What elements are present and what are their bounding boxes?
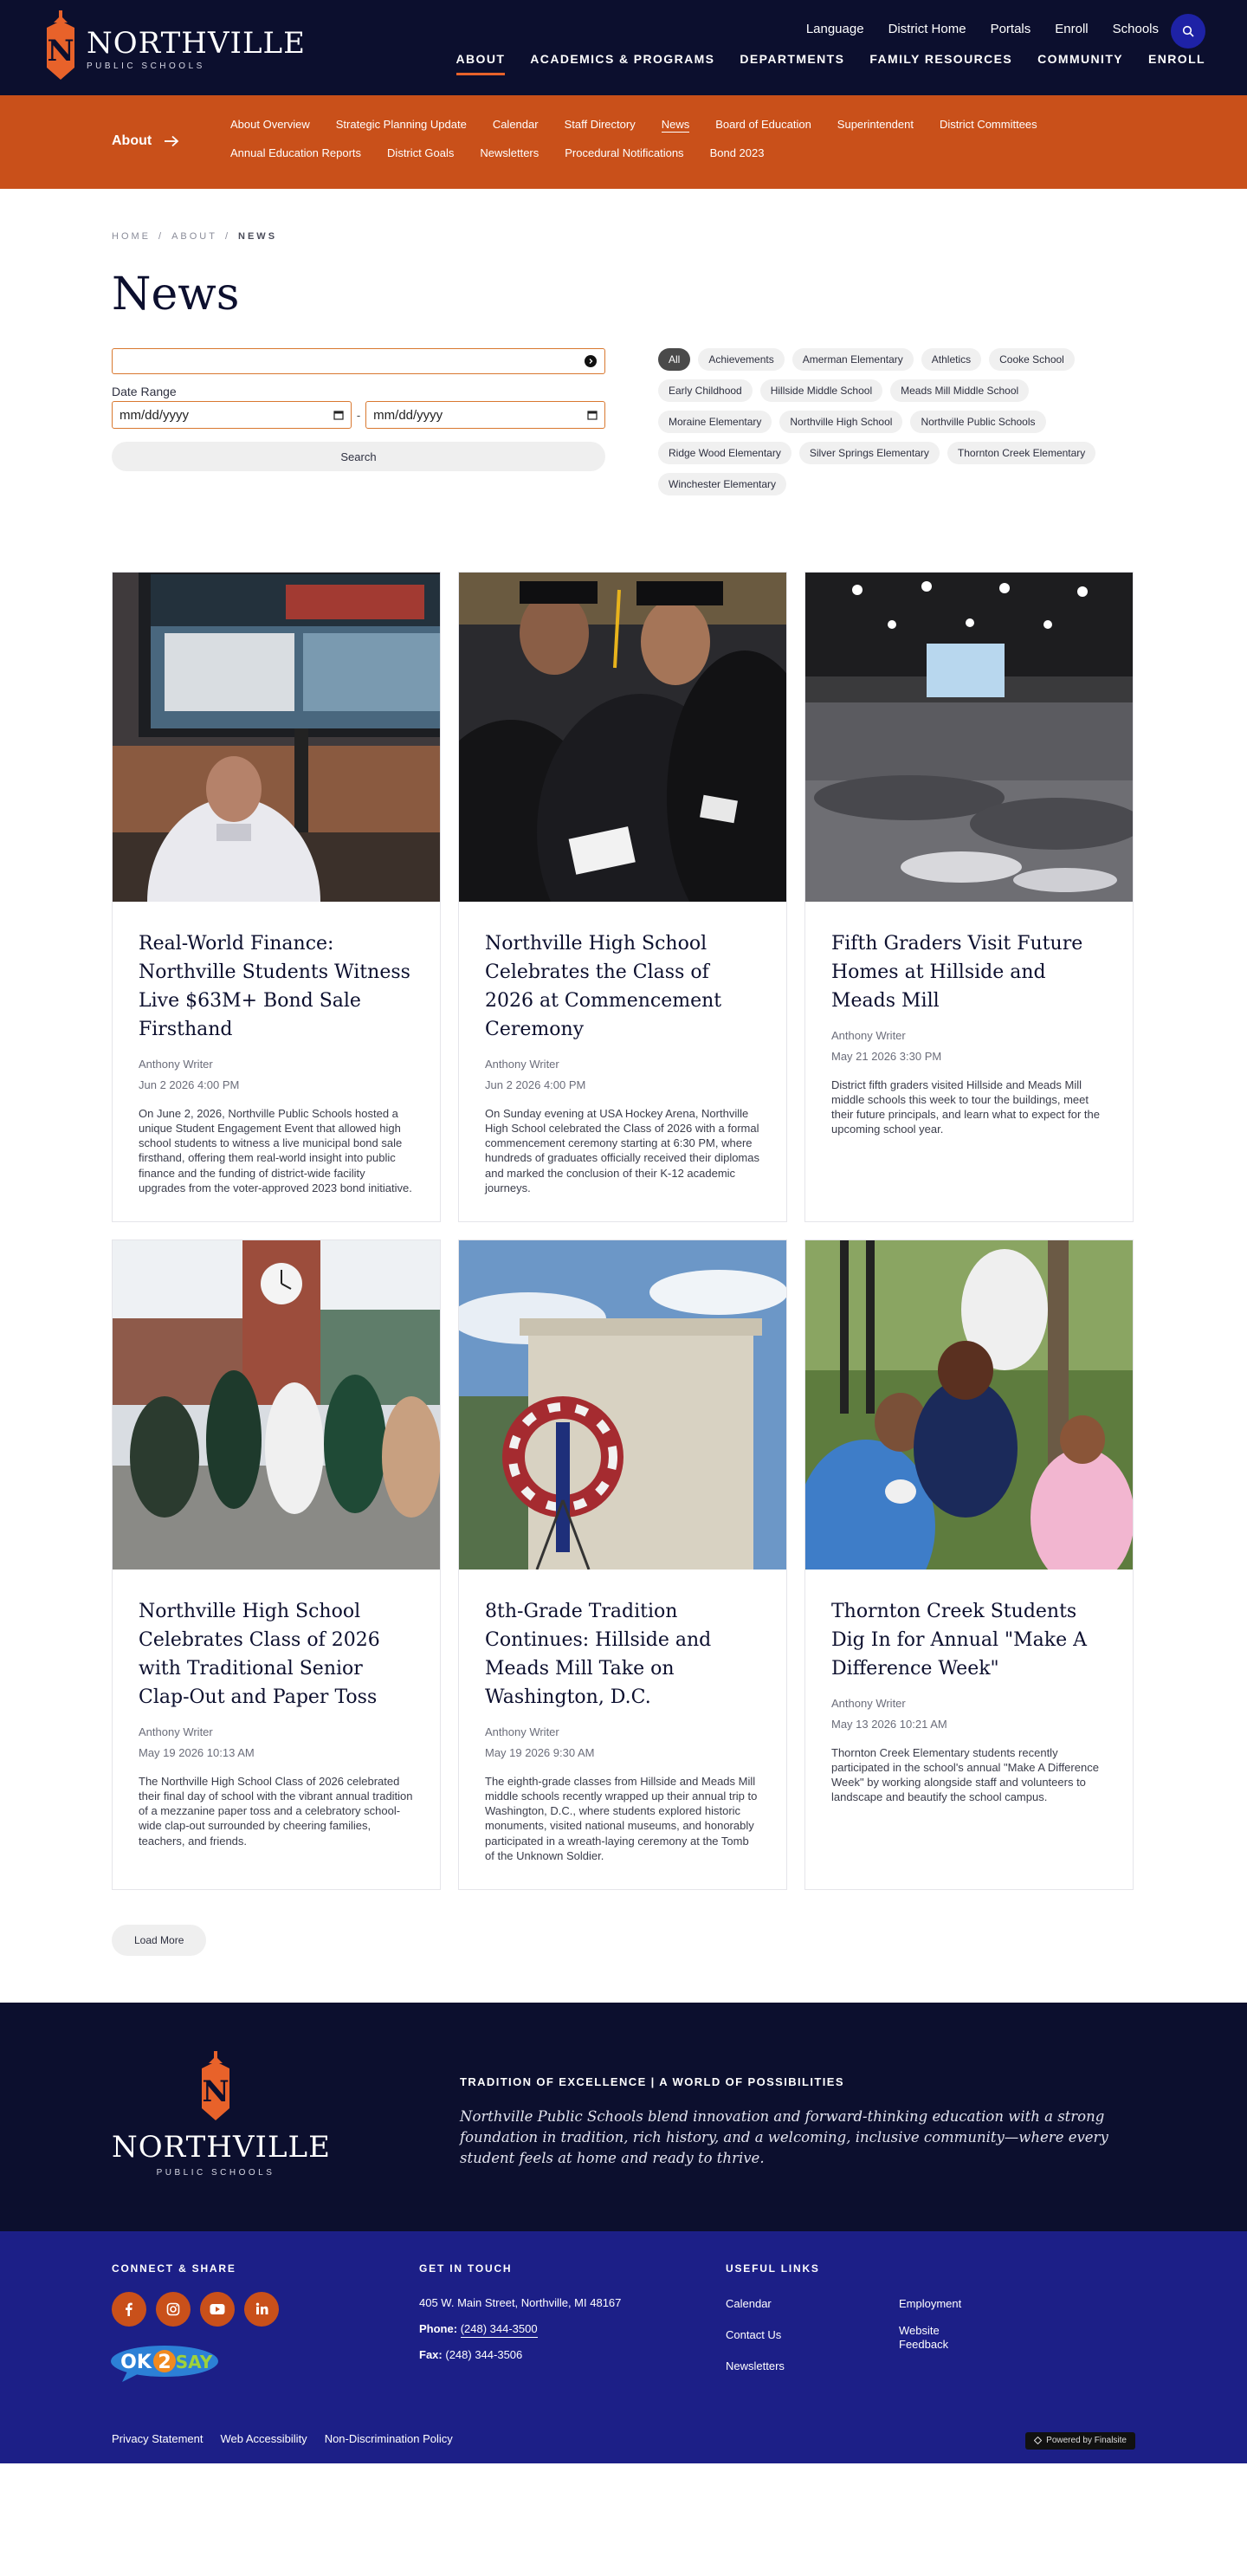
legal-link-web-accessibility[interactable]: Web Accessibility <box>220 2431 307 2445</box>
date-to-placeholder: mm/dd/yyyy <box>373 407 443 423</box>
youtube-icon <box>210 2303 225 2315</box>
useful-links-col-2 <box>899 2297 968 2366</box>
legal-link-privacy-statement[interactable]: Privacy Statement <box>112 2431 204 2445</box>
utility-link-district-home[interactable]: District Home <box>888 22 966 36</box>
news-card[interactable] <box>112 1239 441 1890</box>
social-links <box>112 2292 279 2327</box>
subnav-strategic-planning-update[interactable]: Strategic Planning Update <box>335 118 467 131</box>
footer-tagline: TRADITION OF EXCELLENCE | A WORLD OF POSSIBILITIES <box>460 2074 844 2088</box>
tag-moraine-elementary[interactable]: Moraine Elementary <box>658 411 772 433</box>
students-in-gymnasium-image <box>805 573 1133 902</box>
tag-amerman-elementary[interactable]: Amerman Elementary <box>792 348 914 371</box>
news-card-title[interactable]: Thornton Creek Students Dig In for Annual "Make A Difference Week" <box>831 1600 1088 1680</box>
news-card-image <box>113 573 440 902</box>
news-card-title[interactable]: Real-World Finance: Northville Students Witness Live $63M+ Bond Sale Firsthand <box>139 933 410 1040</box>
date-range-label: Date Range <box>112 385 177 398</box>
main-nav <box>456 52 1205 75</box>
powered-by-label: Powered by Finalsite <box>1046 2436 1127 2446</box>
utility-nav <box>806 22 1159 36</box>
arrow-right-icon <box>587 358 594 365</box>
news-card-excerpt: District fifth graders visited Hillside and Meads Mill middle schools this week to tour the buildings, meet their future principals, and learn what to expect for the upcoming school year. <box>831 1078 1101 1136</box>
northville-crest-icon <box>42 10 80 83</box>
subnav-superintendent[interactable]: Superintendent <box>837 118 914 131</box>
seniors-walking-past-clock-tower-image <box>113 1240 440 1570</box>
arrow-right-icon <box>164 135 179 147</box>
news-card-title[interactable]: 8th-Grade Tradition Continues: Hillside and Meads Mill Take on Washington, D.C. <box>485 1600 712 1708</box>
news-card-author: Anthony Writer <box>831 1029 906 1042</box>
keyword-submit-button[interactable] <box>585 355 597 367</box>
footer-mission: Northville Public Schools blend innovation and forward-thinking education with a strong foundation in tradition, rich history, and a welcoming, inclusive community—where every student feels at home and ready to thrive. <box>460 2107 1108 2166</box>
site-footer <box>0 2003 1247 2463</box>
date-from-placeholder: mm/dd/yyyy <box>120 407 190 423</box>
ok2say-logo-icon <box>110 2344 219 2384</box>
news-card-title[interactable]: Northville High School Celebrates the Class of 2026 at Commencement Ceremony <box>485 933 722 1040</box>
facebook-icon <box>122 2302 136 2316</box>
nav-enroll[interactable]: ENROLL <box>1148 52 1205 66</box>
calendar-icon[interactable] <box>333 410 344 420</box>
site-logo[interactable] <box>42 10 306 83</box>
news-card-body <box>113 1570 440 1874</box>
news-card[interactable] <box>804 572 1134 1222</box>
news-card-image <box>459 1240 786 1570</box>
nav-about[interactable]: ABOUT <box>456 52 506 75</box>
subnav-news[interactable]: News <box>661 118 690 131</box>
tag-silver-springs-elementary[interactable]: Silver Springs Elementary <box>799 442 940 464</box>
news-card-date: May 21 2026 3:30 PM <box>831 1050 942 1063</box>
useful-links-col-1 <box>726 2297 785 2391</box>
graduates-in-caps-and-gowns-image <box>459 573 786 902</box>
nav-community[interactable]: COMMUNITY <box>1037 52 1124 66</box>
footer-link-calendar[interactable]: Calendar <box>726 2296 772 2310</box>
news-card[interactable] <box>112 572 441 1222</box>
site-search-button[interactable] <box>1171 14 1205 49</box>
news-card-author: Anthony Writer <box>139 1725 213 1738</box>
date-separator: - <box>356 408 361 422</box>
news-filters <box>112 348 1135 539</box>
footer-link-contact-us[interactable]: Contact Us <box>726 2327 782 2341</box>
address: 405 W. Main Street, Northville, MI 48167 <box>419 2295 622 2309</box>
svg-text:N: N <box>47 34 74 68</box>
news-card-author: Anthony Writer <box>831 1696 906 1710</box>
facebook-link[interactable] <box>112 2292 146 2327</box>
logo-name: NORTHVILLE <box>87 25 306 61</box>
tag-winchester-elementary[interactable]: Winchester Elementary <box>658 473 786 495</box>
connect-heading: CONNECT & SHARE <box>112 2262 236 2275</box>
news-card-title[interactable]: Fifth Graders Visit Future Homes at Hillside and Meads Mill <box>831 933 1083 1012</box>
search-button[interactable]: Search <box>112 442 605 471</box>
footer-logo[interactable] <box>112 2051 331 2178</box>
subnav-bond-2023[interactable]: Bond 2023 <box>709 146 765 159</box>
news-card-date: Jun 2 2026 4:00 PM <box>139 1078 240 1091</box>
calendar-icon[interactable] <box>587 410 598 420</box>
linkedin-link[interactable] <box>244 2292 279 2327</box>
fax-number: (248) 344-3506 <box>445 2347 523 2361</box>
news-card-body <box>459 902 786 1221</box>
northville-crest-icon <box>197 2051 235 2124</box>
subnav-about-overview[interactable]: About Overview <box>230 118 310 131</box>
subnav-procedural-notifications[interactable]: Procedural Notifications <box>565 146 684 159</box>
tag-all[interactable]: All <box>658 348 690 371</box>
news-card-image <box>113 1240 440 1570</box>
tag-ridge-wood-elementary[interactable]: Ridge Wood Elementary <box>658 442 791 464</box>
svg-text:SAY: SAY <box>175 2351 213 2372</box>
news-card-date: May 19 2026 10:13 AM <box>139 1745 255 1759</box>
news-card-date: May 19 2026 9:30 AM <box>485 1745 595 1759</box>
tag-cooke-school[interactable]: Cooke School <box>989 348 1075 371</box>
breadcrumb-home[interactable]: HOME <box>112 231 151 242</box>
instagram-icon <box>166 2302 180 2316</box>
subnav-title-label: About <box>112 133 152 148</box>
subnav-board-of-education[interactable]: Board of Education <box>715 118 811 131</box>
news-card-excerpt: Thornton Creek Elementary students recently participated in the school's annual "Make A Difference Week" by working alongside staff and volunteers to landscape and beautify the school campus. <box>831 1745 1099 1804</box>
news-card-body <box>459 1570 786 1889</box>
news-card-date: Jun 2 2026 4:00 PM <box>485 1078 586 1091</box>
news-card[interactable] <box>804 1239 1134 1890</box>
date-range-row <box>112 401 605 429</box>
tag-achievements[interactable]: Achievements <box>698 348 784 371</box>
news-card-image <box>805 573 1133 902</box>
subnav-calendar[interactable]: Calendar <box>492 118 539 131</box>
fax-label: Fax: <box>419 2347 443 2361</box>
keyword-search-input[interactable] <box>113 349 604 373</box>
news-card-body <box>805 1570 1133 1831</box>
main-content <box>0 189 1247 1956</box>
footer-mission-band <box>0 2003 1247 2231</box>
news-card-date: May 13 2026 10:21 AM <box>831 1717 947 1731</box>
powered-by-badge[interactable] <box>1025 2432 1135 2450</box>
category-tags <box>658 348 1143 495</box>
footer-link-newsletters[interactable]: Newsletters <box>726 2359 785 2372</box>
subnav-staff-directory[interactable]: Staff Directory <box>564 118 636 131</box>
contact-heading: GET IN TOUCH <box>419 2262 513 2275</box>
footer-link-employment[interactable]: Employment <box>899 2296 962 2310</box>
breadcrumb-current: NEWS <box>238 231 278 242</box>
useful-links-heading: USEFUL LINKS <box>726 2262 820 2275</box>
footer-logo-subtitle: PUBLIC SCHOOLS <box>156 2167 275 2178</box>
footer-links-band <box>0 2231 1247 2463</box>
news-card[interactable] <box>458 572 787 1222</box>
nav-departments[interactable]: DEPARTMENTS <box>740 52 845 66</box>
svg-text:2: 2 <box>158 2351 171 2373</box>
date-to-field[interactable] <box>365 401 605 429</box>
tag-northville-public-schools[interactable]: Northville Public Schools <box>910 411 1045 433</box>
tag-thornton-creek-elementary[interactable]: Thornton Creek Elementary <box>947 442 1095 464</box>
news-card-author: Anthony Writer <box>485 1058 559 1071</box>
subnav-links <box>230 118 1096 159</box>
subnav-district-committees[interactable]: District Committees <box>939 118 1037 131</box>
search-icon <box>1182 25 1194 37</box>
load-more-button[interactable]: Load More <box>112 1925 206 1956</box>
tag-meads-mill-middle-school[interactable]: Meads Mill Middle School <box>890 379 1029 402</box>
svg-text:OK: OK <box>120 2351 152 2373</box>
news-card-image <box>459 573 786 902</box>
utility-link-portals[interactable]: Portals <box>990 22 1031 36</box>
news-card-image <box>805 1240 1133 1570</box>
logo-wordmark <box>87 23 306 71</box>
legal-link-non-discrimination-policy[interactable]: Non-Discrimination Policy <box>324 2431 453 2445</box>
youtube-link[interactable] <box>200 2292 235 2327</box>
svg-text:N: N <box>202 2074 229 2109</box>
news-card-body <box>805 902 1133 1163</box>
news-card-excerpt: The Northville High School Class of 2026 celebrated their final day of school with the vibrant annual tradition of a mezzanine paper toss and a celebratory school-wide clap-out surrounded by cheering families, teachers, and friends. <box>139 1774 413 1848</box>
news-card-excerpt: On Sunday evening at USA Hockey Arena, Northville High School celebrated the Class of 2026 with a formal commencement ceremony starting at 6:30 PM, where hundreds of graduates officially received their diplomas and marked the conclusion of their K-12 academic journeys. <box>485 1107 759 1194</box>
breadcrumb-about[interactable]: ABOUT <box>171 231 217 242</box>
subnav-newsletters[interactable]: Newsletters <box>480 146 540 159</box>
footer-logo-name: NORTHVILLE <box>112 2129 331 2165</box>
nav-academics-programs[interactable]: ACADEMICS & PROGRAMS <box>530 52 715 66</box>
subnav-title[interactable] <box>112 133 179 149</box>
subnav-district-goals[interactable]: District Goals <box>387 146 455 159</box>
keyword-search-field[interactable] <box>112 348 605 374</box>
phone-link[interactable]: (248) 344-3500 <box>461 2322 538 2338</box>
news-card-author: Anthony Writer <box>139 1058 213 1071</box>
phone-line <box>419 2323 621 2334</box>
instagram-link[interactable] <box>156 2292 191 2327</box>
footer-link-website-feedback[interactable]: Website Feedback <box>899 2324 949 2352</box>
tag-northville-high-school[interactable]: Northville High School <box>779 411 902 433</box>
news-card-excerpt: On June 2, 2026, Northville Public Schools hosted a unique Student Engagement Event that allowed high school students to witness a live municipal bond sale firsthand, offering them real-world insight into public finance and the funding of district-wide facility upgrades from the voter-approved 2023 bond initiative. <box>139 1107 412 1194</box>
news-card-author: Anthony Writer <box>485 1725 559 1738</box>
utility-link-schools[interactable]: Schools <box>1112 22 1159 36</box>
phone-label: Phone: <box>419 2321 458 2335</box>
linkedin-icon <box>255 2302 268 2315</box>
news-grid <box>112 572 1135 1890</box>
news-card-excerpt: The eighth-grade classes from Hillside and Meads Mill middle schools recently wrapped up their annual trip to Washington, D.C., where students explored historic monuments, visited national museums, and honorably participated in a wreath-laying ceremony at the Tomb of the Unknown Soldier. <box>485 1774 758 1862</box>
finalsite-icon <box>1034 2437 1042 2444</box>
fax-line <box>419 2349 621 2360</box>
legal-links <box>112 2432 453 2445</box>
nav-family-resources[interactable]: FAMILY RESOURCES <box>869 52 1013 66</box>
news-card[interactable] <box>458 1239 787 1890</box>
news-card-title[interactable]: Northville High School Celebrates Class of 2026 with Traditional Senior Clap-Out and Paper Toss <box>139 1600 380 1708</box>
logo-subtitle: PUBLIC SCHOOLS <box>87 61 205 71</box>
tag-early-childhood[interactable]: Early Childhood <box>658 379 753 402</box>
subnav-annual-education-reports[interactable]: Annual Education Reports <box>230 146 362 159</box>
breadcrumb: HOME / ABOUT / NEWS <box>112 231 278 242</box>
filter-form <box>112 348 605 471</box>
contact-info <box>419 2297 621 2375</box>
utility-link-language[interactable]: Language <box>805 22 864 36</box>
bond-sale-trading-screens-image <box>113 573 440 902</box>
wreath-at-monument-image <box>459 1240 786 1570</box>
tag-athletics[interactable]: Athletics <box>921 348 981 371</box>
children-gardening-image <box>805 1240 1133 1570</box>
tag-hillside-middle-school[interactable]: Hillside Middle School <box>760 379 882 402</box>
section-subnav <box>0 95 1247 189</box>
ok2say-badge[interactable] <box>110 2344 219 2384</box>
date-from-field[interactable] <box>112 401 352 429</box>
utility-link-enroll[interactable]: Enroll <box>1055 22 1089 36</box>
page-title: News <box>112 269 240 320</box>
site-header <box>0 0 1247 95</box>
news-card-body <box>113 902 440 1221</box>
